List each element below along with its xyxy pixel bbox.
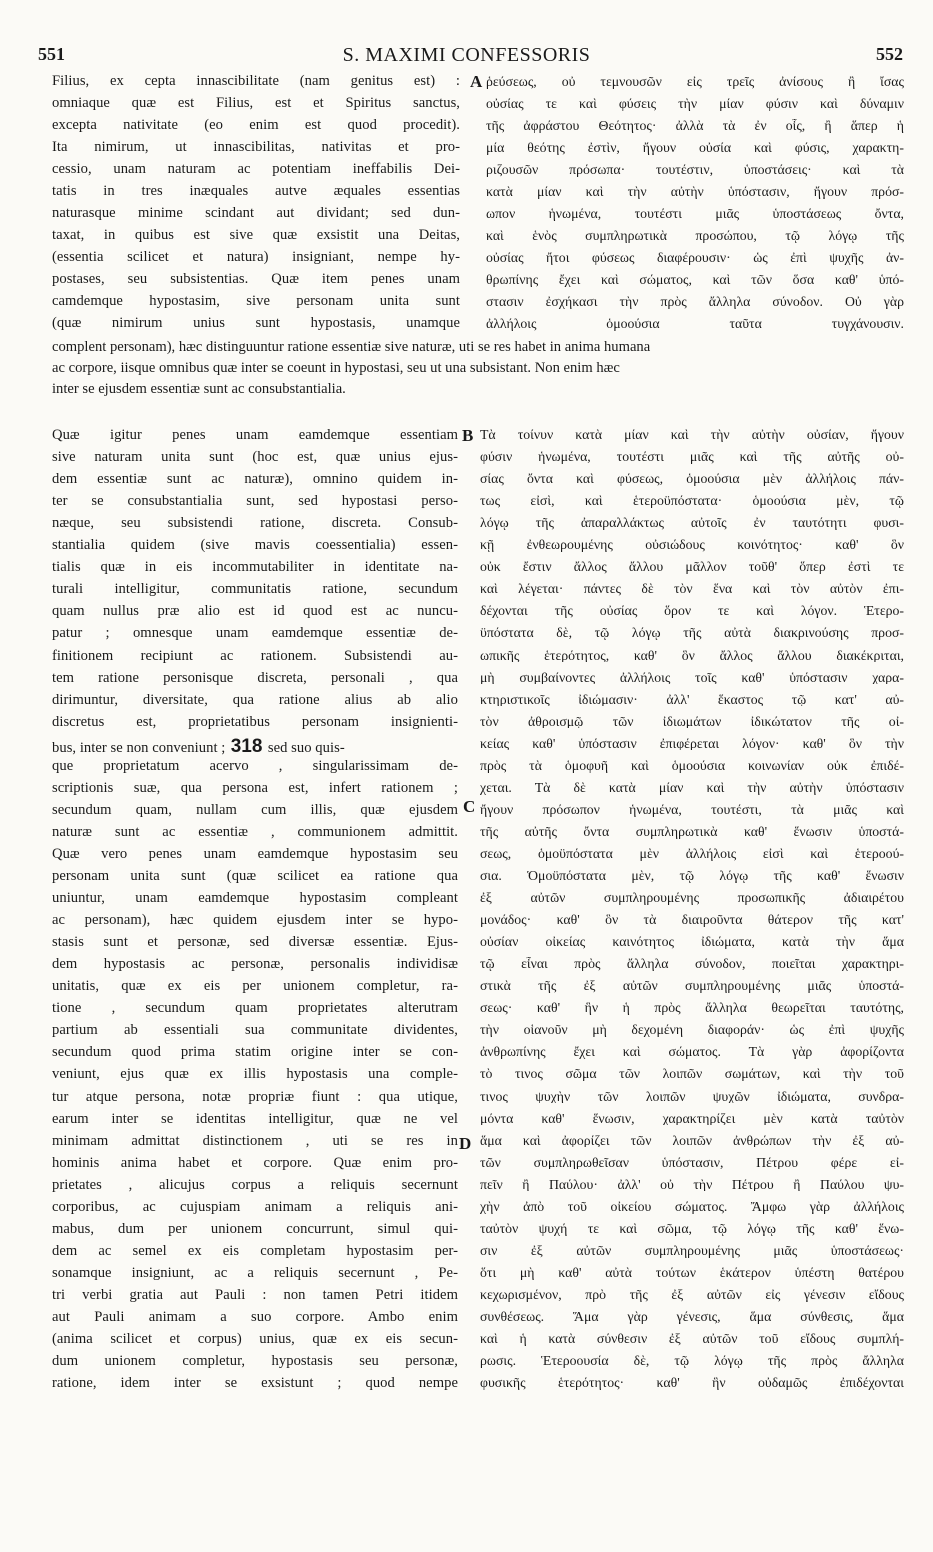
greek-top-line: ωπον ἡνωμένα, τουτέστι μιᾶς ὑποστάσεως ὄντα, (486, 207, 904, 221)
greek-main-line: πεῖν ἢ Παύλου· ἀλλ' οὐ τὴν Πέτρου ἢ Παύλου ψυ- (480, 1177, 904, 1192)
latin-top-line: tatis in tres inæquales autve æquales essentias (52, 184, 460, 199)
greek-main-line: μονάδος· καθ' ὃν τὰ διαιροῦντα θάτερον τῆς κατ' (480, 913, 904, 927)
greek-main-line: συνθέσεως. Ἅμα γὰρ γένεσις, ἅμα σύνθεσις, ἅμα (480, 1310, 904, 1324)
latin-main-line: dem hypostasis ac personæ, personalis individisæ (52, 957, 458, 972)
latin-top-line: naturasque minime scindant aut dividant; sed dun- (52, 206, 460, 221)
greek-main-line: χεται. Τὰ δὲ κατὰ μίαν καὶ τὴν αὐτὴν ὑπόστασιν (480, 780, 904, 795)
latin-main-line: discretus est, proprietatibus personam insignienti- (52, 714, 458, 730)
greek-main-line: ἐξ αὐτῶν συμπληρουμένης προσωπικῆς ἀδιαιρέτου (480, 891, 904, 905)
latin-main-line: ac personam), hæc quidem ejusdem inter se hypo- (52, 913, 458, 928)
latin-top-line: (quæ nimirum unius sunt hypostasis, unamque (52, 316, 460, 331)
latin-top-line: Ita nimirum, ut innascibilitas, nativitas et pro- (52, 140, 460, 155)
latin-main-line: veniunt, ejus quæ ex illis hypostasis una comple- (52, 1067, 458, 1083)
latin-main-line: tri verbi gratia aut Pauli : non tamen Petri itidem (52, 1287, 458, 1303)
latin-main-line: patur ; omnesque unam eamdemque essentiæ de- (52, 626, 458, 642)
latin-main-line: que proprietatum acervo , singularissimam de- (52, 758, 458, 774)
greek-main-line: τως εἰσὶ, καὶ ἑτεροϋπόστατα· ὁμοούσια μὲν, τῷ (480, 494, 904, 508)
latin-main-line: mabus, dum per unionem concurrunt, simul qui- (52, 1221, 458, 1237)
greek-main-line: τὸ τινος σῶμα τῶν λοιπῶν σωμάτων, καὶ τὴν τοῦ (480, 1067, 904, 1082)
greek-main-line: λόγῳ τῆς ἀπαραλλάκτως αὐτοῖς ἐν ταυτότητι φυσι- (480, 516, 904, 530)
greek-main-line: ὅτι μὴ καθ' αὐτὰ τούτων ἑκάτερον ὑπέστη θατέρου (480, 1265, 904, 1280)
greek-top-line: τῆς ἀφράστου Θεότητος· ἀλλὰ τὰ ἐν οἷς, ἢ ἅπερ ἡ (486, 119, 904, 133)
column-number: 318 (225, 736, 268, 756)
greek-main-line: καὶ λέγεται· πάντες δὲ τὸν ἕνα καὶ τὸν αὐτὸν ἐπι- (480, 582, 904, 597)
greek-main-line: ωπικῆς ἑτερότητος, καθ' ὃν ἄλλος ἄλλου διακέκριται, (480, 648, 904, 663)
greek-main-line: κείας καθ' ὑπόστασιν ἐπιφέρεται λόγον· καθ' ὃν τὴν (480, 736, 904, 751)
greek-top-line: ριζουσῶν πρόσωπα· τουτέστιν, ὑποστάσεις· καὶ τὰ (486, 163, 904, 177)
latin-main-line: naturæ sunt ac essentiæ , communionem admittit. (52, 824, 458, 840)
column-marker-b: B (462, 426, 474, 445)
latin-main-line: tur atque persona, notæ propriæ fiunt : qua utique, (52, 1089, 458, 1105)
greek-main-line: οὐκ ἔστιν ἄλλος ἄλλου μᾶλλον τοῦθ' ὅπερ ἐστὶ τε (480, 560, 904, 575)
greek-main-line: κεχωρισμένον, πρὸ τῆς ἐξ αὐτῶν εἰς γένεσιν εἴδους (480, 1287, 904, 1302)
latin-top-line: excepta nativitate (eo enim est quod procedit). (52, 118, 460, 133)
latin-main-line: earum inter se identitas intelligitur, quæ ne vel (52, 1111, 458, 1127)
greek-main-line: Τὰ τοίνυν κατὰ μίαν καὶ τὴν αὐτὴν οὐσίαν, ἤγουν (480, 428, 904, 442)
greek-top-line: κατὰ μίαν καὶ τὴν αὐτὴν ὑπόστασιν, ἤγουν πρόσ- (486, 185, 904, 199)
latin-main-line: dem essentiæ sunt ac naturæ), omnino quidem in- (52, 472, 458, 487)
latin-main-line: secundum quam, nullam cum illis, quæ ejusdem (52, 802, 458, 818)
latin-main-line: sive naturam unita sunt (hoc est, quæ unius ejus- (52, 450, 458, 465)
greek-main-line: μὴ συμβαίνοντες ἀλλήλοις τοῖς καθ' ὑπόστασιν χαρα- (480, 670, 904, 685)
greek-main-line: σίας ὄντα καὶ φύσεως, ὁμοούσια μὲν ἀλλήλοις πάν- (480, 472, 904, 486)
greek-main-line: ἤγουν πρόσωπον ἡνωμένα, τουτέστι, τὰ μιᾶς καὶ (480, 802, 904, 817)
full-width-line: ac corpore, iisque omnibus quæ inter se coeunt in hypostasi, seu ut una subsistant. Non enim hæc (52, 361, 620, 376)
latin-top-line: omniaque quæ est Filius, est et Spiritus sanctus, (52, 96, 460, 111)
latin-main-line: tione , secundum quam proprietates alterutram (52, 1001, 458, 1016)
greek-main-line: φυσικῆς ἑτερότητος· καθ' ἣν οὐδαμῶς ἐπιδέχονται (480, 1376, 904, 1390)
latin-main-line: hominis anima habet et corpore. Quæ enim pro- (52, 1155, 458, 1171)
latin-main-line: dirimuntur, diversitate, qua ratione alius ab alio (52, 692, 458, 708)
latin-main-line: unitatis, quæ ex eis per unionem completur, ra- (52, 979, 458, 994)
greek-top-line: στασιν ἐσχήκασι τὴν πρὸς ἄλληλα σύνοδον. Οὐ γὰρ (486, 295, 904, 309)
column-marker-d: D (459, 1134, 472, 1153)
latin-main-line: ter se consubstantialia sunt, sed hypostasi perso- (52, 494, 458, 509)
greek-main-line: σεως· καθ' ἣν ἡ πρὸς ἄλληλα θεωρεῖται ταυτότης, (480, 1001, 904, 1016)
latin-top-line: camdemque hypostasim, sive personam unita sunt (52, 294, 460, 309)
greek-main-line: σια. Ὁμοϋπόστατα μὲν, τῷ λόγῳ τῆς καθ' ἕνωσιν (480, 869, 904, 883)
page-header (0, 44, 933, 70)
latin-main-line: ratione, idem inter se exsistunt ; quod nempe (52, 1376, 458, 1391)
latin-main-line: scriptionis suæ, qua persona est, infert rationem ; (52, 780, 458, 796)
latin-main-line: stasis sunt et personæ, sed diversæ essentiæ. Ejus- (52, 935, 458, 950)
latin-main-line: stantialia quidem (sive mavis coessentialia) essen- (52, 538, 458, 553)
greek-top-line: οὐσίας ἤτοι φύσεως διαφέρουσιν· ὡς ἐπὶ ψυχῆς ἀν- (486, 251, 904, 265)
greek-main-line: κτηριστικοῖς ἰδιώμασιν· ἀλλ' ἕκαστος τῷ κατ' αὐ- (480, 692, 904, 707)
greek-main-line: καὶ ἡ κατὰ σύνθεσιν ἐξ αὐτῶν τοῦ εἴδους συμπλή- (480, 1332, 904, 1346)
greek-main-line: ἅμα καὶ ἀφορίζει τῶν λοιπῶν ἀνθρώπων τὴν ἐξ αὐ- (480, 1133, 904, 1148)
latin-main-line: minimam admittat distinctionem , uti se res in (52, 1133, 458, 1149)
latin-main-line: secundum quod prima statim origine inter se con- (52, 1045, 458, 1060)
latin-main-line: næque, seu subsistendi ratione, discreta. Consub- (52, 516, 458, 531)
full-width-line: inter se ejusdem essentiæ sunt ac consubstantialia. (52, 382, 346, 397)
latin-main-line: partium ab essentiali sua communitate dividentes, (52, 1023, 458, 1038)
greek-main-line: τῆς αὐτῆς ὄντα συμπληρωτικὰ καθ' ἕνωσιν ὑποστά- (480, 824, 904, 839)
greek-main-line: μόντα καθ' ἕνωσιν, χαρακτηρίζει μὲν κατὰ ταὐτὸν (480, 1111, 904, 1126)
latin-top-line: (essentia scilicet et natura) insigniant, nempe hy- (52, 250, 460, 265)
greek-main-line: ἀνθρωπίνης ἔχει καὶ σώματος. Τὰ γὰρ ἀφορίζοντα (480, 1045, 904, 1060)
latin-main-line: Quæ igitur penes unam eamdemque essentiam (52, 428, 458, 443)
latin-main-line: personam unita sunt (quæ scilicet ea ratione qua (52, 869, 458, 884)
greek-main-line: χὴν ἀπὸ τοῦ οἰκείου σώματος. Ἄμφω γὰρ ἀλλήλοις (480, 1199, 904, 1214)
latin-main-line: bus, inter se non conveniunt ; 318 sed suo quis- (52, 736, 345, 756)
greek-top-line: μία θεότης ἐστὶν, ἤγουν οὐσία καὶ φύσις, χαρακτη- (486, 141, 904, 155)
right-page-number: 552 (876, 44, 903, 64)
greek-top-line: ῥεύσεως, οὐ τεμνουσῶν εἰς τρεῖς ἀνίσους ἢ ἴσας (486, 75, 904, 89)
latin-main-line: aut Pauli animam a suo corpore. Ambo enim (52, 1310, 458, 1325)
full-width-line: complent personam), hæc distinguuntur ratione essentiæ sive naturæ, uti se res habet in anima humana (52, 340, 651, 355)
latin-main-line: sonamque insigniunt, ac a reliquis secernunt , Pe- (52, 1265, 458, 1281)
latin-main-line: uniuntur, unam eamdemque hypostasim compleant (52, 891, 458, 906)
latin-line-tail: sed suo quis- (267, 739, 345, 756)
greek-main-line: τῶν συμπληρωθεῖσαν ὑπόστασιν, Πέτρου φέρε εἰ- (480, 1155, 904, 1170)
latin-main-line: dum unionem completur, hypostasis seu personæ, (52, 1354, 458, 1369)
latin-main-line: finitionem recipiunt ac rationem. Subsistendi au- (52, 648, 458, 664)
greek-main-line: πρὸς τὰ ὁμοφυῆ καὶ ὁμοούσια κοινωνίαν οὐκ ἐπιδέ- (480, 758, 904, 773)
latin-main-line: tem ratione personisque discreta, personali , qua (52, 670, 458, 686)
greek-main-line: στικὰ τῆς ἐξ αὐτῶν συμπληρουμένης μιᾶς ὑποστά- (480, 979, 904, 994)
column-marker-a: A (470, 72, 483, 91)
latin-top-line: cessio, unam naturam ac potentiam ineffabilis Dei- (52, 162, 460, 177)
latin-main-line: (anima scilicet et corpus) unius, quæ ex eis secun- (52, 1332, 458, 1347)
latin-main-line: turali intelligitur, communitatis ratione, secundum (52, 582, 458, 597)
greek-top-line: ἀλλήλοις ὁμοούσια ταῦτα τυγχάνουσιν. (486, 317, 904, 331)
latin-main-line: quam nullus præ alio est id quod est ac nuncu- (52, 604, 458, 619)
greek-top-line: θρωπίνης ἔχει καὶ σώματος, καὶ τῶν ὅσα καθ' ὑπό- (486, 273, 904, 287)
latin-top-line: Filius, ex cepta innascibilitate (nam genitus est) : (52, 74, 460, 89)
greek-main-line: σεως, ὁμοϋπόστατα μὲν ἀλλήλοις εἰσὶ καὶ ἑτεροού- (480, 846, 904, 861)
greek-main-line: δέχονται τῆς οὐσίας ὅρον τε καὶ λόγον. Ἑτερο- (480, 604, 904, 619)
latin-main-line: dem ac semel ex eis completam hypostasim per- (52, 1243, 458, 1259)
greek-main-line: τινος ψυχὴν τῶν λοιπῶν ψυχῶν ἰδιώματα, συνδρα- (480, 1089, 904, 1104)
latin-main-line: Quæ vero penes unam eamdemque hypostasim seu (52, 846, 458, 862)
greek-main-line: ϋπόστατα δὲ, τῷ λόγῳ τῆς αὐτὰ διακρινούσης προσ- (480, 626, 904, 641)
left-page-number: 551 (38, 44, 65, 64)
latin-top-line: taxat, in quibus est sive quæ exsistit una Deitas, (52, 228, 460, 243)
greek-main-line: τὸν ἀθροισμῷ τῶν ἰδιωμάτων ἰδικώτατον τῆς οἰ- (480, 714, 904, 729)
latin-main-line: tialis quæ in eis incommutabiliter in identitate na- (52, 560, 458, 575)
latin-main-line: prietates , alicujus corpus a reliquis secernunt (52, 1177, 458, 1193)
greek-top-line: καὶ ἑνὸς συμπληρωτικὰ προσώπου, τῷ λόγῳ τῆς (486, 229, 904, 243)
latin-main-line: corporibus, ac cujuspiam animam a reliquis ani- (52, 1199, 458, 1215)
running-title: S. MAXIMI CONFESSORIS (342, 44, 591, 66)
greek-main-line: κῇ ἐνθεωρουμένης οὐσιώδους κοινότητος· καθ' ὃν (480, 538, 904, 553)
greek-main-line: φύσιν ἡνωμένα, τουτέστι μιᾶς καὶ τῆς αὐτῆς οὐ- (480, 450, 904, 464)
greek-main-line: ρωσις. Ἑτεροουσία δὲ, τῷ λόγῳ τῆς πρὸς ἄλληλα (480, 1354, 904, 1368)
latin-top-line: postases, seu subsistentias. Quæ item penes unam (52, 272, 460, 287)
greek-main-line: ταὐτὸν ψυχή τε καὶ σῶμα, τῷ λόγῳ τῆς καθ' ἕνω- (480, 1221, 904, 1236)
column-marker-c: C (463, 797, 476, 816)
greek-top-line: οὐσίας τε καὶ φύσεις τὴν μίαν φύσιν καὶ δύναμιν (486, 97, 904, 111)
greek-main-line: οὐσίαν οἰκείας καινότητος ἰδιώματα, κατὰ τὴν ἅμα (480, 935, 904, 949)
greek-main-line: τὴν οἱανοῦν μὴ δεχομένη διαφοράν· ὡς ἐπὶ ψυχῆς (480, 1023, 904, 1038)
greek-main-line: σιν ἐξ αὐτῶν συμπληρουμένης μιᾶς ὑποστάσεως· (480, 1243, 904, 1258)
greek-main-line: τῷ εἶναι πρὸς ἄλληλα σύνοδον, ποιεῖται χαρακτηρι- (480, 957, 904, 971)
